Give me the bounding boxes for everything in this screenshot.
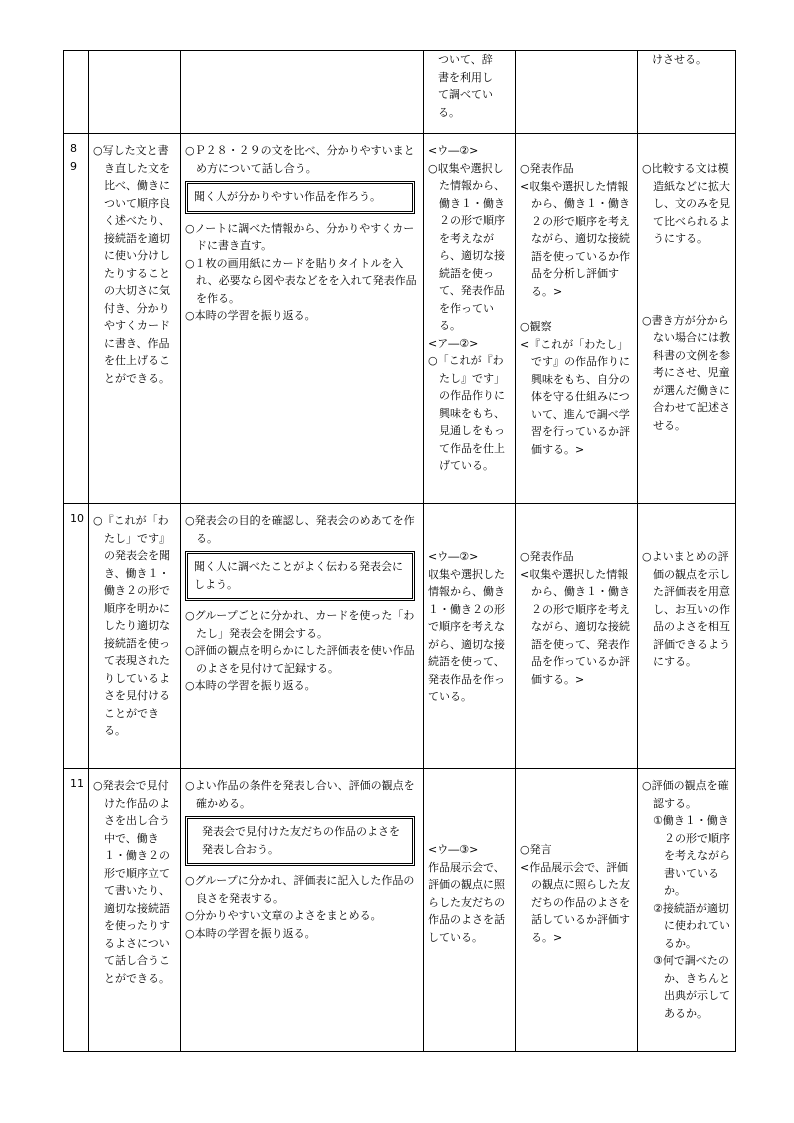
lesson-goal-box (185, 551, 415, 601)
activity-item: ○１枚の画用紙にカードを貼りタイトルを入れ、必要なら図や表などをを入れて発表作品を作る。 (185, 256, 417, 305)
support-cell (638, 51, 736, 134)
unit-cell (64, 504, 89, 769)
method-label: ○観察 (520, 320, 552, 333)
support-checkpoint: ①働き１・働き２の形で順序を考えながら書いているか。 (653, 814, 730, 897)
activity-item: ○本時の学習を振り返る。 (185, 309, 316, 322)
evaluation-criterion-label: <ウ―②> (428, 144, 479, 157)
evaluation-line: ○「これが『わたし』です」の作品作りに興味をもち、見通しをもって作品を仕上げている。 (428, 354, 505, 472)
table-row (64, 504, 736, 769)
evaluation-cell (424, 504, 516, 769)
method-line: <『これが「わたし」です』の作品作りに興味をもち、自分の体を守る仕組みについて、進んで調べ学習を行っているか評価する。> (520, 337, 630, 456)
method-cell (516, 51, 638, 134)
support-cell (638, 769, 736, 1052)
activity-cell (181, 504, 424, 769)
evaluation-criterion-label: <ア―②> (428, 336, 479, 350)
support-line: ○書き方が分からない場合には教科書の文例を参考にさせ、児童が選んだ働きに合わせて記述させる。 (642, 313, 730, 432)
objective-cell (89, 51, 181, 134)
lesson-goal-text: 聞く人が分かりやすい作品を作ろう。 (194, 190, 381, 203)
evaluation-line: て調べてい (438, 88, 493, 101)
evaluation-line: 作品展示会で、評価の観点に照らした友だちの作品のよさを話している。 (428, 860, 505, 944)
method-label: ○発言 (520, 843, 552, 856)
objective-cell (89, 769, 181, 1052)
activity-item: ○グループごとに分かれ、カードを使った「わたし」発表会を開会する。 (185, 609, 415, 640)
table-row (64, 51, 736, 134)
evaluation-line: 収集や選択した情報から、働き１・働き２の形で順序を考えながら、適切な接続語を使って、発表作品を作っている。 (428, 567, 505, 703)
objective-text: ○発表会で見付けた作品のよさを出し合う中で、働き１・働き２の形で順序立てて書いたり、適切な接続語を使ったりするよさについて話し合うことができる。 (93, 779, 170, 985)
activity-item: ○本時の学習を振り返る。 (185, 926, 316, 940)
activity-item: ○グループに分かれ、評価表に記入した作品の良さを発表する。 (185, 874, 415, 905)
objective-cell (89, 504, 181, 769)
evaluation-line: ○収集や選択した情報から、働き１・働き２の形で順序を考えながら、適切な接続語を使って、発表作品を作っている。 (428, 161, 505, 332)
method-label: ○発表作品 (520, 550, 574, 563)
unit-cell (64, 51, 89, 134)
support-line: ○評価の観点を確認する。 (642, 779, 729, 810)
objective-text: ○写した文と書き直した文を比べ、働きについて順序良く述べたり、接続語を適切に使い分けしたりすることの大切さに気付き、分かりやすくカードに書き、作品を仕上げることができる。 (93, 144, 170, 385)
lesson-goal-box (185, 181, 415, 214)
evaluation-line: る。 (438, 105, 460, 119)
activity-item: ○本時の学習を振り返る。 (185, 679, 316, 692)
lesson-plan-table (63, 50, 736, 1052)
method-line: <収集や選択した情報から、働き１・働き２の形で順序を考えながら、適切な接続語を使っているか作品を分析し評価する。> (520, 179, 630, 298)
evaluation-criterion-label: <ウ―③> (428, 843, 479, 856)
activity-item: ○発表会の目的を確認し、発表会のめあてを作る。 (185, 514, 415, 545)
method-label: ○発表作品 (520, 162, 574, 175)
activity-cell (181, 51, 424, 134)
activity-item: ○ノートに調べた情報から、分かりやすくカードに書き直す。 (185, 221, 415, 252)
activity-item: ○分かりやすい文章のよさをまとめる。 (185, 909, 382, 922)
evaluation-line: ついて、辞 (438, 53, 493, 66)
unit-number: 10 (70, 512, 84, 525)
support-cell (638, 134, 736, 504)
lesson-goal-text: 聞く人に調べたことがよく伝わる発表会にしよう。 (194, 560, 403, 591)
method-line: <収集や選択した情報から、働き１・働き２の形で順序を考えながら、適切な接続語を使って、発表作品を作っているか評価する。> (520, 567, 630, 686)
evaluation-cell (424, 769, 516, 1052)
activity-item: ○評価の観点を明らかにした評価表を使い作品のよさを見付けて記録する。 (185, 644, 415, 675)
support-line: ○よいまとめの評価の観点を示した評価表を用意し、お互いの作品のよさを相互評価できるようにする。 (642, 550, 730, 668)
unit-number: 11 (70, 777, 84, 790)
evaluation-cell (424, 134, 516, 504)
activity-cell (181, 769, 424, 1052)
support-line: ○比較する文は模造紙などに拡大し、文のみを見て比べられるようにする。 (642, 162, 730, 245)
table-row (64, 769, 736, 1052)
method-cell (516, 504, 638, 769)
method-cell (516, 769, 638, 1052)
evaluation-criterion-label: <ウ―②> (428, 550, 479, 563)
unit-cell (64, 134, 89, 504)
evaluation-cell (424, 51, 516, 134)
support-line: けさせる。 (652, 53, 707, 66)
table-row (64, 134, 736, 504)
lesson-goal-box (185, 816, 415, 866)
evaluation-line: 書を利用し (438, 70, 493, 84)
support-cell (638, 504, 736, 769)
activity-item: ○Ｐ２８・２９の文を比べ、分かりやすいまとめ方について話し合う。 (185, 144, 415, 175)
activity-item: ○よい作品の条件を発表し合い、評価の観点を確かめる。 (185, 779, 415, 810)
activity-cell (181, 134, 424, 504)
method-cell (516, 134, 638, 504)
objective-cell (89, 134, 181, 504)
method-line: <作品展示会で、評価の観点に照らした友だちの作品のよさを話しているか評価する。> (520, 860, 630, 944)
support-checkpoint: ③何で調べたのか、きちんと出典が示してあるか。 (653, 954, 730, 1020)
unit-number: 8 9 (70, 142, 77, 173)
unit-cell (64, 769, 89, 1052)
objective-text: ○『これが「わたし」です』の発表会を聞き、働き１・働き２の形で順序を明かにしたり適切な接続語を使って表現されたりしているよさを見付けることができる。 (93, 514, 170, 737)
support-checkpoint: ②接続語が適切に使われているか。 (653, 901, 730, 950)
lesson-goal-text: 発表会で見付けた友だちの作品のよさを発表し合おう。 (202, 825, 400, 856)
